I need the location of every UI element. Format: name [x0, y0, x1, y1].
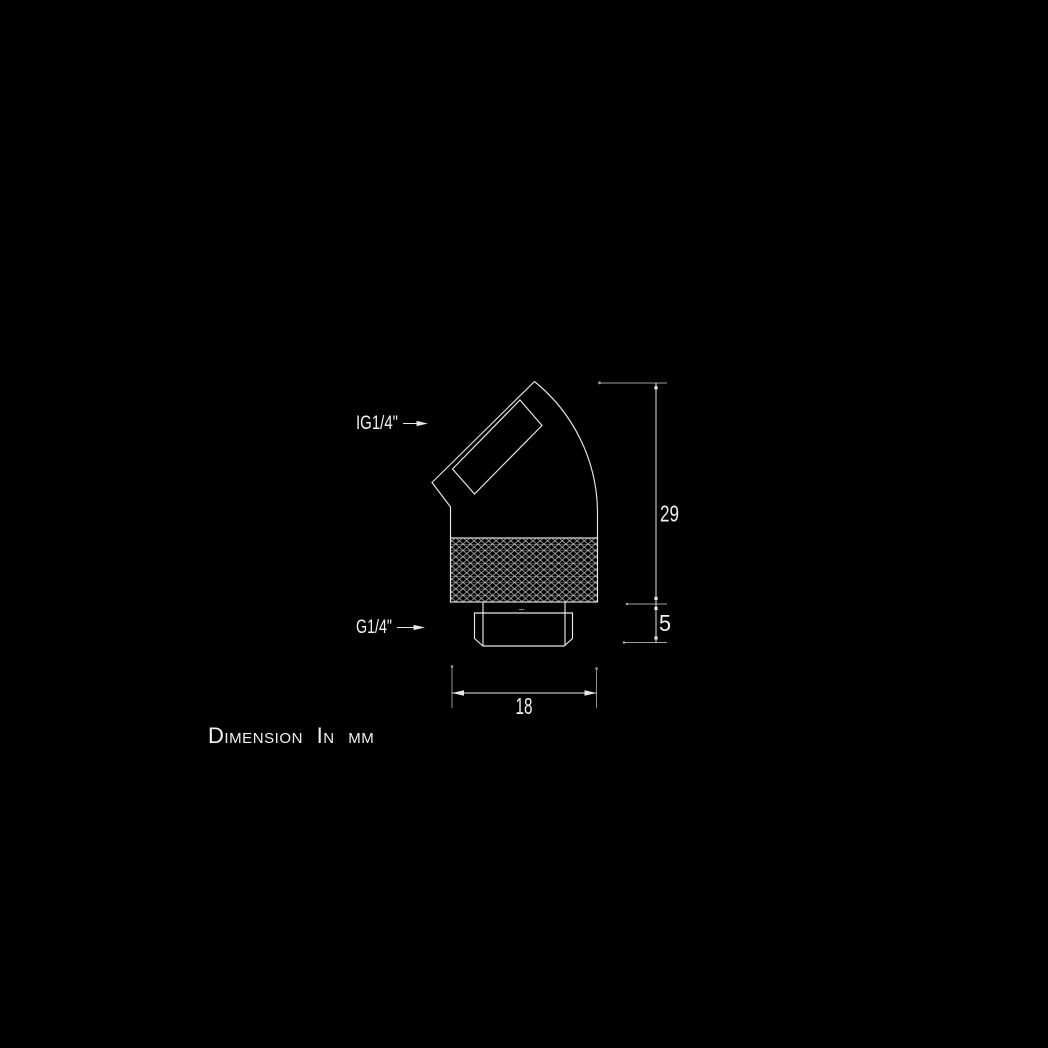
dim-arrowhead-right	[585, 690, 597, 695]
ext-dot	[598, 381, 601, 384]
ext-dot	[623, 641, 626, 644]
label-outer-thread-port: G1/4"	[356, 617, 392, 638]
leader-lines-group	[397, 424, 418, 628]
dim-arrowhead-left	[452, 690, 464, 695]
knurl-band	[451, 538, 598, 602]
leader-arrowheads-group	[414, 421, 429, 630]
dim-square-marker	[654, 386, 657, 389]
dim-square-marker	[654, 636, 657, 639]
footnote-group	[208, 723, 375, 748]
ext-dot	[451, 665, 454, 668]
fitting-bore-opening	[453, 400, 543, 494]
part-labels-group	[356, 413, 398, 638]
leader-arrowhead-g14	[414, 625, 426, 630]
fitting-outline-group	[432, 382, 598, 647]
label-inner-thread-port: IG1/4"	[356, 413, 398, 434]
thread-stub-outline	[475, 613, 573, 646]
drawing-footnote: Dimension In mm	[208, 723, 375, 748]
dim-value-body-height: 29	[660, 500, 679, 527]
dim-value-body-width: 18	[515, 693, 533, 719]
leader-arrowhead-ig14	[417, 421, 429, 426]
dim-square-marker	[654, 607, 657, 610]
thread-core-lines	[483, 602, 565, 646]
dim-square-marker	[654, 597, 657, 600]
fitting-elbow-arc	[535, 382, 598, 539]
ext-dot	[595, 667, 598, 670]
dim-value-thread-height: 5	[659, 610, 671, 636]
extension-line-dots	[451, 381, 629, 669]
fitting-body-left-profile	[432, 382, 535, 539]
ext-dot	[626, 603, 629, 606]
